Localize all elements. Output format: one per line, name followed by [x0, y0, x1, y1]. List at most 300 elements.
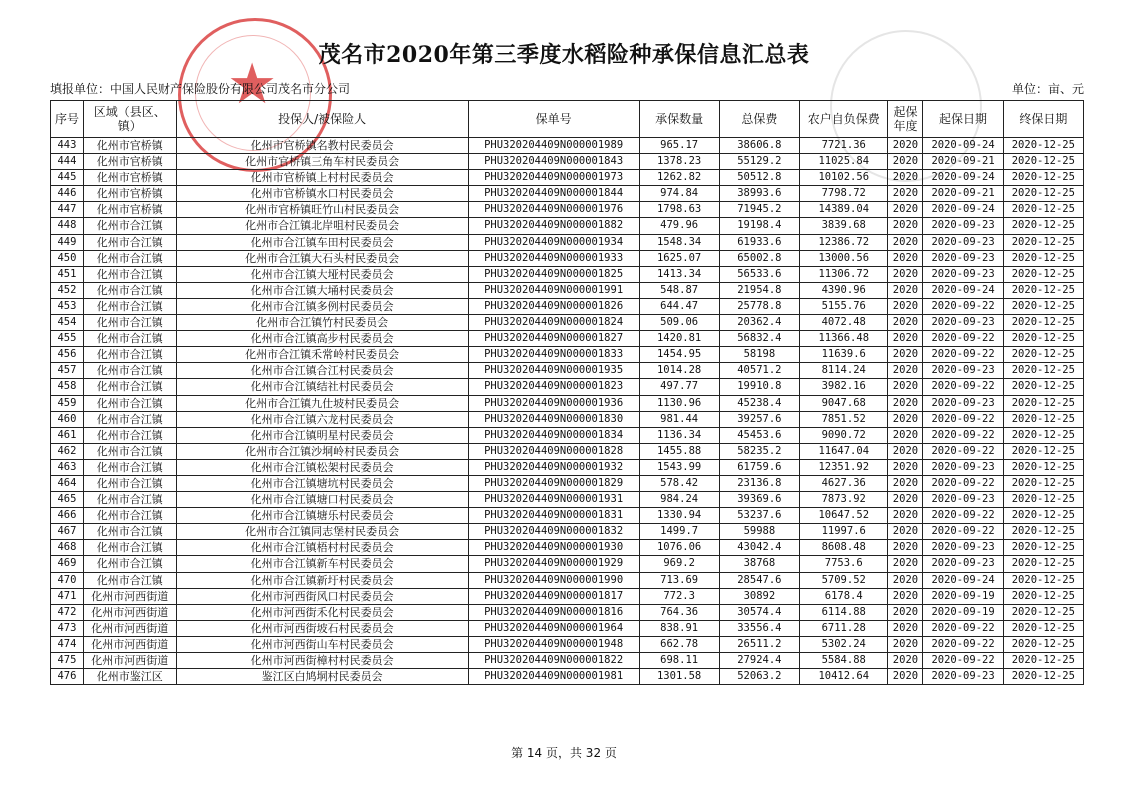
table-row	[51, 315, 1084, 331]
unit-label: 单位：亩、元	[1011, 82, 1084, 96]
col-header-year: 起保年度	[888, 101, 923, 138]
cell-quantity: 1420.81	[639, 331, 719, 347]
cell-policy: PHU320204409N000001929	[468, 556, 639, 572]
filler-unit: 填报单位：中国人民财产保险股份有限公司茂名市分公司	[50, 82, 351, 96]
cell-premium: 59988	[719, 524, 799, 540]
cell-insured: 化州市合江镇同志堡村民委员会	[176, 524, 468, 540]
cell-year: 2020	[888, 411, 923, 427]
cell-end-date: 2020-12-25	[1003, 475, 1083, 491]
cell-premium: 30892	[719, 588, 799, 604]
cell-year: 2020	[888, 298, 923, 314]
cell-premium: 25778.8	[719, 298, 799, 314]
cell-quantity: 1798.63	[639, 202, 719, 218]
table-row	[51, 218, 1084, 234]
cell-insured: 化州市合江镇高步村民委员会	[176, 331, 468, 347]
table-row	[51, 604, 1084, 620]
cell-insured: 化州市合江镇竹村民委员会	[176, 315, 468, 331]
cell-region: 化州市官桥镇	[83, 186, 176, 202]
cell-insured: 化州市合江镇六龙村民委员会	[176, 411, 468, 427]
cell-end-date: 2020-12-25	[1003, 363, 1083, 379]
cell-premium: 65002.8	[719, 250, 799, 266]
cell-seq: 465	[51, 492, 84, 508]
cell-end-date: 2020-12-25	[1003, 347, 1083, 363]
cell-start-date: 2020-09-24	[923, 282, 1003, 298]
cell-end-date: 2020-12-25	[1003, 556, 1083, 572]
cell-seq: 449	[51, 234, 84, 250]
cell-insured: 化州市官桥镇上村村民委员会	[176, 170, 468, 186]
cell-policy: PHU320204409N000001930	[468, 540, 639, 556]
table-row	[51, 170, 1084, 186]
cell-end-date: 2020-12-25	[1003, 459, 1083, 475]
table-row	[51, 572, 1084, 588]
cell-seq: 448	[51, 218, 84, 234]
cell-start-date: 2020-09-23	[923, 556, 1003, 572]
cell-quantity: 974.84	[639, 186, 719, 202]
cell-end-date: 2020-12-25	[1003, 282, 1083, 298]
cell-end-date: 2020-12-25	[1003, 298, 1083, 314]
cell-end-date: 2020-12-25	[1003, 572, 1083, 588]
cell-year: 2020	[888, 379, 923, 395]
cell-region: 化州市合江镇	[83, 427, 176, 443]
cell-seq: 474	[51, 636, 84, 652]
cell-insured: 化州市官桥镇旺竹山村民委员会	[176, 202, 468, 218]
cell-seq: 447	[51, 202, 84, 218]
cell-region: 化州市合江镇	[83, 475, 176, 491]
cell-region: 化州市河西街道	[83, 620, 176, 636]
cell-premium: 61933.6	[719, 234, 799, 250]
cell-start-date: 2020-09-23	[923, 395, 1003, 411]
table-row	[51, 636, 1084, 652]
cell-policy: PHU320204409N000001934	[468, 234, 639, 250]
cell-quantity: 1076.06	[639, 540, 719, 556]
cell-year: 2020	[888, 524, 923, 540]
cell-quantity: 1499.7	[639, 524, 719, 540]
cell-insured: 化州市合江镇梧村村民委员会	[176, 540, 468, 556]
cell-quantity: 772.3	[639, 588, 719, 604]
col-header-premium: 总保费	[719, 101, 799, 138]
col-header-start: 起保日期	[923, 101, 1003, 138]
cell-quantity: 662.78	[639, 636, 719, 652]
cell-start-date: 2020-09-19	[923, 588, 1003, 604]
cell-region: 化州市合江镇	[83, 315, 176, 331]
cell-year: 2020	[888, 395, 923, 411]
cell-seq: 450	[51, 250, 84, 266]
cell-start-date: 2020-09-22	[923, 298, 1003, 314]
cell-quantity: 1455.88	[639, 443, 719, 459]
cell-policy: PHU320204409N000001933	[468, 250, 639, 266]
cell-policy: PHU320204409N000001948	[468, 636, 639, 652]
cell-seq: 451	[51, 266, 84, 282]
table-row	[51, 443, 1084, 459]
cell-quantity: 644.47	[639, 298, 719, 314]
cell-insured: 化州市河西街禾化村民委员会	[176, 604, 468, 620]
cell-region: 化州市合江镇	[83, 379, 176, 395]
cell-quantity: 1014.28	[639, 363, 719, 379]
table-row	[51, 266, 1084, 282]
cell-year: 2020	[888, 572, 923, 588]
cell-insured: 化州市河西街山车村民委员会	[176, 636, 468, 652]
cell-end-date: 2020-12-25	[1003, 636, 1083, 652]
cell-insured: 化州市合江镇沙垌岭村民委员会	[176, 443, 468, 459]
cell-insured: 化州市合江镇大石头村民委员会	[176, 250, 468, 266]
cell-year: 2020	[888, 540, 923, 556]
cell-region: 化州市官桥镇	[83, 138, 176, 154]
cell-seq: 475	[51, 653, 84, 669]
cell-start-date: 2020-09-19	[923, 604, 1003, 620]
cell-quantity: 969.2	[639, 556, 719, 572]
cell-region: 化州市合江镇	[83, 524, 176, 540]
table-row	[51, 395, 1084, 411]
cell-seq: 456	[51, 347, 84, 363]
col-header-quantity: 承保数量	[639, 101, 719, 138]
seal-star-icon: ★	[227, 52, 278, 117]
cell-policy: PHU320204409N000001935	[468, 363, 639, 379]
cell-start-date: 2020-09-23	[923, 363, 1003, 379]
cell-region: 化州市合江镇	[83, 443, 176, 459]
cell-end-date: 2020-12-25	[1003, 331, 1083, 347]
cell-insured: 化州市合江镇禾常岭村民委员会	[176, 347, 468, 363]
table-row	[51, 620, 1084, 636]
table-row	[51, 475, 1084, 491]
cell-policy: PHU320204409N000001823	[468, 379, 639, 395]
table-row	[51, 588, 1084, 604]
cell-region: 化州市合江镇	[83, 395, 176, 411]
cell-policy: PHU320204409N000001981	[468, 669, 639, 685]
cell-policy: PHU320204409N000001832	[468, 524, 639, 540]
cell-end-date: 2020-12-25	[1003, 154, 1083, 170]
cell-quantity: 698.11	[639, 653, 719, 669]
cell-premium: 58235.2	[719, 443, 799, 459]
cell-year: 2020	[888, 315, 923, 331]
cell-year: 2020	[888, 492, 923, 508]
cell-premium: 61759.6	[719, 459, 799, 475]
cell-premium: 39257.6	[719, 411, 799, 427]
table-body	[51, 138, 1084, 685]
cell-premium: 56832.4	[719, 331, 799, 347]
cell-start-date: 2020-09-22	[923, 411, 1003, 427]
cell-start-date: 2020-09-22	[923, 379, 1003, 395]
cell-region: 化州市鉴江区	[83, 669, 176, 685]
table-row	[51, 202, 1084, 218]
cell-premium: 28547.6	[719, 572, 799, 588]
cell-quantity: 1543.99	[639, 459, 719, 475]
cell-year: 2020	[888, 556, 923, 572]
cell-quantity: 497.77	[639, 379, 719, 395]
cell-quantity: 1301.58	[639, 669, 719, 685]
table-row	[51, 186, 1084, 202]
cell-year: 2020	[888, 234, 923, 250]
cell-quantity: 578.42	[639, 475, 719, 491]
cell-policy: PHU320204409N000001827	[468, 331, 639, 347]
cell-insured: 化州市合江镇新圩村民委员会	[176, 572, 468, 588]
cell-quantity: 965.17	[639, 138, 719, 154]
cell-quantity: 1625.07	[639, 250, 719, 266]
cell-premium: 71945.2	[719, 202, 799, 218]
cell-farmer-premium: 7753.6	[800, 556, 888, 572]
cell-policy: PHU320204409N000001991	[468, 282, 639, 298]
cell-premium: 20362.4	[719, 315, 799, 331]
cell-seq: 443	[51, 138, 84, 154]
cell-region: 化州市官桥镇	[83, 202, 176, 218]
cell-year: 2020	[888, 347, 923, 363]
cell-quantity: 1130.96	[639, 395, 719, 411]
cell-farmer-premium: 8114.24	[800, 363, 888, 379]
cell-premium: 45238.4	[719, 395, 799, 411]
cell-policy: PHU320204409N000001843	[468, 154, 639, 170]
cell-farmer-premium: 5302.24	[800, 636, 888, 652]
cell-end-date: 2020-12-25	[1003, 524, 1083, 540]
table-row	[51, 138, 1084, 154]
cell-premium: 50512.8	[719, 170, 799, 186]
cell-insured: 化州市官桥镇名教村民委员会	[176, 138, 468, 154]
col-header-insured: 投保人/被保险人	[176, 101, 468, 138]
cell-quantity: 1413.34	[639, 266, 719, 282]
cell-region: 化州市河西街道	[83, 588, 176, 604]
cell-policy: PHU320204409N000001826	[468, 298, 639, 314]
cell-farmer-premium: 8608.48	[800, 540, 888, 556]
cell-year: 2020	[888, 218, 923, 234]
cell-region: 化州市官桥镇	[83, 154, 176, 170]
cell-start-date: 2020-09-22	[923, 508, 1003, 524]
cell-seq: 473	[51, 620, 84, 636]
cell-region: 化州市河西街道	[83, 636, 176, 652]
cell-insured: 鉴江区白鸠垌村民委员会	[176, 669, 468, 685]
cell-end-date: 2020-12-25	[1003, 218, 1083, 234]
cell-seq: 459	[51, 395, 84, 411]
cell-premium: 45453.6	[719, 427, 799, 443]
cell-quantity: 713.69	[639, 572, 719, 588]
cell-year: 2020	[888, 154, 923, 170]
cell-seq: 452	[51, 282, 84, 298]
cell-insured: 化州市合江镇明星村民委员会	[176, 427, 468, 443]
cell-region: 化州市合江镇	[83, 411, 176, 427]
cell-end-date: 2020-12-25	[1003, 411, 1083, 427]
cell-farmer-premium: 4627.36	[800, 475, 888, 491]
cell-premium: 38606.8	[719, 138, 799, 154]
cell-seq: 463	[51, 459, 84, 475]
cell-policy: PHU320204409N000001829	[468, 475, 639, 491]
cell-farmer-premium: 7798.72	[800, 186, 888, 202]
cell-end-date: 2020-12-25	[1003, 266, 1083, 282]
cell-premium: 53237.6	[719, 508, 799, 524]
cell-start-date: 2020-09-22	[923, 653, 1003, 669]
cell-year: 2020	[888, 250, 923, 266]
cell-policy: PHU320204409N000001932	[468, 459, 639, 475]
table-row	[51, 363, 1084, 379]
cell-insured: 化州市官桥镇三角车村民委员会	[176, 154, 468, 170]
cell-end-date: 2020-12-25	[1003, 443, 1083, 459]
cell-year: 2020	[888, 138, 923, 154]
cell-year: 2020	[888, 363, 923, 379]
cell-seq: 457	[51, 363, 84, 379]
table-row	[51, 411, 1084, 427]
cell-quantity: 1454.95	[639, 347, 719, 363]
cell-region: 化州市合江镇	[83, 347, 176, 363]
cell-insured: 化州市河西街樟村村民委员会	[176, 653, 468, 669]
cell-quantity: 1378.23	[639, 154, 719, 170]
cell-start-date: 2020-09-24	[923, 202, 1003, 218]
cell-start-date: 2020-09-24	[923, 170, 1003, 186]
cell-seq: 470	[51, 572, 84, 588]
table-row	[51, 653, 1084, 669]
cell-start-date: 2020-09-22	[923, 443, 1003, 459]
cell-quantity: 479.96	[639, 218, 719, 234]
cell-quantity: 838.91	[639, 620, 719, 636]
cell-seq: 455	[51, 331, 84, 347]
cell-farmer-premium: 11647.04	[800, 443, 888, 459]
table-row	[51, 298, 1084, 314]
document-title: 茂名市2020年第三季度水稻险种承保信息汇总表	[318, 42, 810, 68]
cell-insured: 化州市合江镇车田村民委员会	[176, 234, 468, 250]
cell-start-date: 2020-09-23	[923, 250, 1003, 266]
cell-year: 2020	[888, 620, 923, 636]
cell-start-date: 2020-09-22	[923, 427, 1003, 443]
cell-insured: 化州市河西街风口村民委员会	[176, 588, 468, 604]
cell-premium: 26511.2	[719, 636, 799, 652]
cell-year: 2020	[888, 266, 923, 282]
cell-seq: 467	[51, 524, 84, 540]
table-row	[51, 379, 1084, 395]
cell-region: 化州市合江镇	[83, 218, 176, 234]
cell-year: 2020	[888, 202, 923, 218]
cell-policy: PHU320204409N000001833	[468, 347, 639, 363]
cell-start-date: 2020-09-24	[923, 572, 1003, 588]
table-row	[51, 154, 1084, 170]
cell-policy: PHU320204409N000001973	[468, 170, 639, 186]
cell-region: 化州市合江镇	[83, 492, 176, 508]
cell-insured: 化州市合江镇北岸咀村民委员会	[176, 218, 468, 234]
cell-insured: 化州市合江镇九仕坡村民委员会	[176, 395, 468, 411]
cell-start-date: 2020-09-24	[923, 138, 1003, 154]
cell-policy: PHU320204409N000001936	[468, 395, 639, 411]
cell-seq: 468	[51, 540, 84, 556]
table-row	[51, 492, 1084, 508]
cell-quantity: 1262.82	[639, 170, 719, 186]
cell-seq: 471	[51, 588, 84, 604]
cell-start-date: 2020-09-22	[923, 475, 1003, 491]
cell-insured: 化州市合江镇大垭村民委员会	[176, 266, 468, 282]
cell-year: 2020	[888, 282, 923, 298]
cell-seq: 460	[51, 411, 84, 427]
col-header-farmer-premium: 农户自负保费	[800, 101, 888, 138]
cell-region: 化州市合江镇	[83, 331, 176, 347]
cell-premium: 23136.8	[719, 475, 799, 491]
cell-region: 化州市合江镇	[83, 250, 176, 266]
cell-region: 化州市河西街道	[83, 604, 176, 620]
cell-policy: PHU320204409N000001828	[468, 443, 639, 459]
cell-quantity: 764.36	[639, 604, 719, 620]
page-footer: 第 14 页，共 32 页	[511, 746, 617, 760]
cell-year: 2020	[888, 331, 923, 347]
cell-end-date: 2020-12-25	[1003, 186, 1083, 202]
header-info-row	[50, 80, 1084, 98]
cell-farmer-premium: 9047.68	[800, 395, 888, 411]
cell-start-date: 2020-09-21	[923, 186, 1003, 202]
cell-region: 化州市河西街道	[83, 653, 176, 669]
cell-quantity: 984.24	[639, 492, 719, 508]
cell-quantity: 548.87	[639, 282, 719, 298]
cell-end-date: 2020-12-25	[1003, 395, 1083, 411]
cell-region: 化州市合江镇	[83, 298, 176, 314]
col-header-region: 区域（县区、镇）	[83, 101, 176, 138]
cell-farmer-premium: 3839.68	[800, 218, 888, 234]
table-row	[51, 459, 1084, 475]
cell-seq: 462	[51, 443, 84, 459]
cell-premium: 38768	[719, 556, 799, 572]
cell-start-date: 2020-09-22	[923, 524, 1003, 540]
cell-end-date: 2020-12-25	[1003, 508, 1083, 524]
cell-policy: PHU320204409N000001822	[468, 653, 639, 669]
cell-region: 化州市合江镇	[83, 556, 176, 572]
cell-region: 化州市合江镇	[83, 234, 176, 250]
cell-farmer-premium: 4390.96	[800, 282, 888, 298]
cell-year: 2020	[888, 508, 923, 524]
cell-end-date: 2020-12-25	[1003, 202, 1083, 218]
cell-year: 2020	[888, 170, 923, 186]
cell-policy: PHU320204409N000001825	[468, 266, 639, 282]
cell-quantity: 1548.34	[639, 234, 719, 250]
cell-start-date: 2020-09-23	[923, 540, 1003, 556]
cell-region: 化州市合江镇	[83, 363, 176, 379]
cell-premium: 30574.4	[719, 604, 799, 620]
cell-farmer-premium: 7721.36	[800, 138, 888, 154]
cell-seq: 469	[51, 556, 84, 572]
cell-policy: PHU320204409N000001990	[468, 572, 639, 588]
cell-seq: 446	[51, 186, 84, 202]
cell-premium: 39369.6	[719, 492, 799, 508]
cell-premium: 33556.4	[719, 620, 799, 636]
cell-start-date: 2020-09-23	[923, 669, 1003, 685]
cell-farmer-premium: 4072.48	[800, 315, 888, 331]
cell-policy: PHU320204409N000001931	[468, 492, 639, 508]
cell-farmer-premium: 12351.92	[800, 459, 888, 475]
table-row	[51, 282, 1084, 298]
cell-farmer-premium: 7873.92	[800, 492, 888, 508]
cell-seq: 454	[51, 315, 84, 331]
cell-farmer-premium: 13000.56	[800, 250, 888, 266]
cell-policy: PHU320204409N000001882	[468, 218, 639, 234]
cell-year: 2020	[888, 604, 923, 620]
cell-policy: PHU320204409N000001989	[468, 138, 639, 154]
cell-farmer-premium: 6178.4	[800, 588, 888, 604]
cell-seq: 444	[51, 154, 84, 170]
cell-policy: PHU320204409N000001816	[468, 604, 639, 620]
cell-premium: 19198.4	[719, 218, 799, 234]
cell-seq: 445	[51, 170, 84, 186]
cell-farmer-premium: 11306.72	[800, 266, 888, 282]
cell-seq: 476	[51, 669, 84, 685]
cell-policy: PHU320204409N000001831	[468, 508, 639, 524]
cell-region: 化州市合江镇	[83, 282, 176, 298]
cell-end-date: 2020-12-25	[1003, 250, 1083, 266]
cell-farmer-premium: 12386.72	[800, 234, 888, 250]
cell-end-date: 2020-12-25	[1003, 620, 1083, 636]
cell-premium: 38993.6	[719, 186, 799, 202]
cell-premium: 43042.4	[719, 540, 799, 556]
cell-region: 化州市合江镇	[83, 540, 176, 556]
cell-start-date: 2020-09-23	[923, 218, 1003, 234]
cell-end-date: 2020-12-25	[1003, 427, 1083, 443]
cell-insured: 化州市合江镇新车村民委员会	[176, 556, 468, 572]
cell-farmer-premium: 11025.84	[800, 154, 888, 170]
cell-farmer-premium: 6114.88	[800, 604, 888, 620]
cell-premium: 55129.2	[719, 154, 799, 170]
cell-policy: PHU320204409N000001976	[468, 202, 639, 218]
cell-region: 化州市合江镇	[83, 572, 176, 588]
cell-farmer-premium: 5709.52	[800, 572, 888, 588]
cell-start-date: 2020-09-23	[923, 459, 1003, 475]
cell-year: 2020	[888, 427, 923, 443]
